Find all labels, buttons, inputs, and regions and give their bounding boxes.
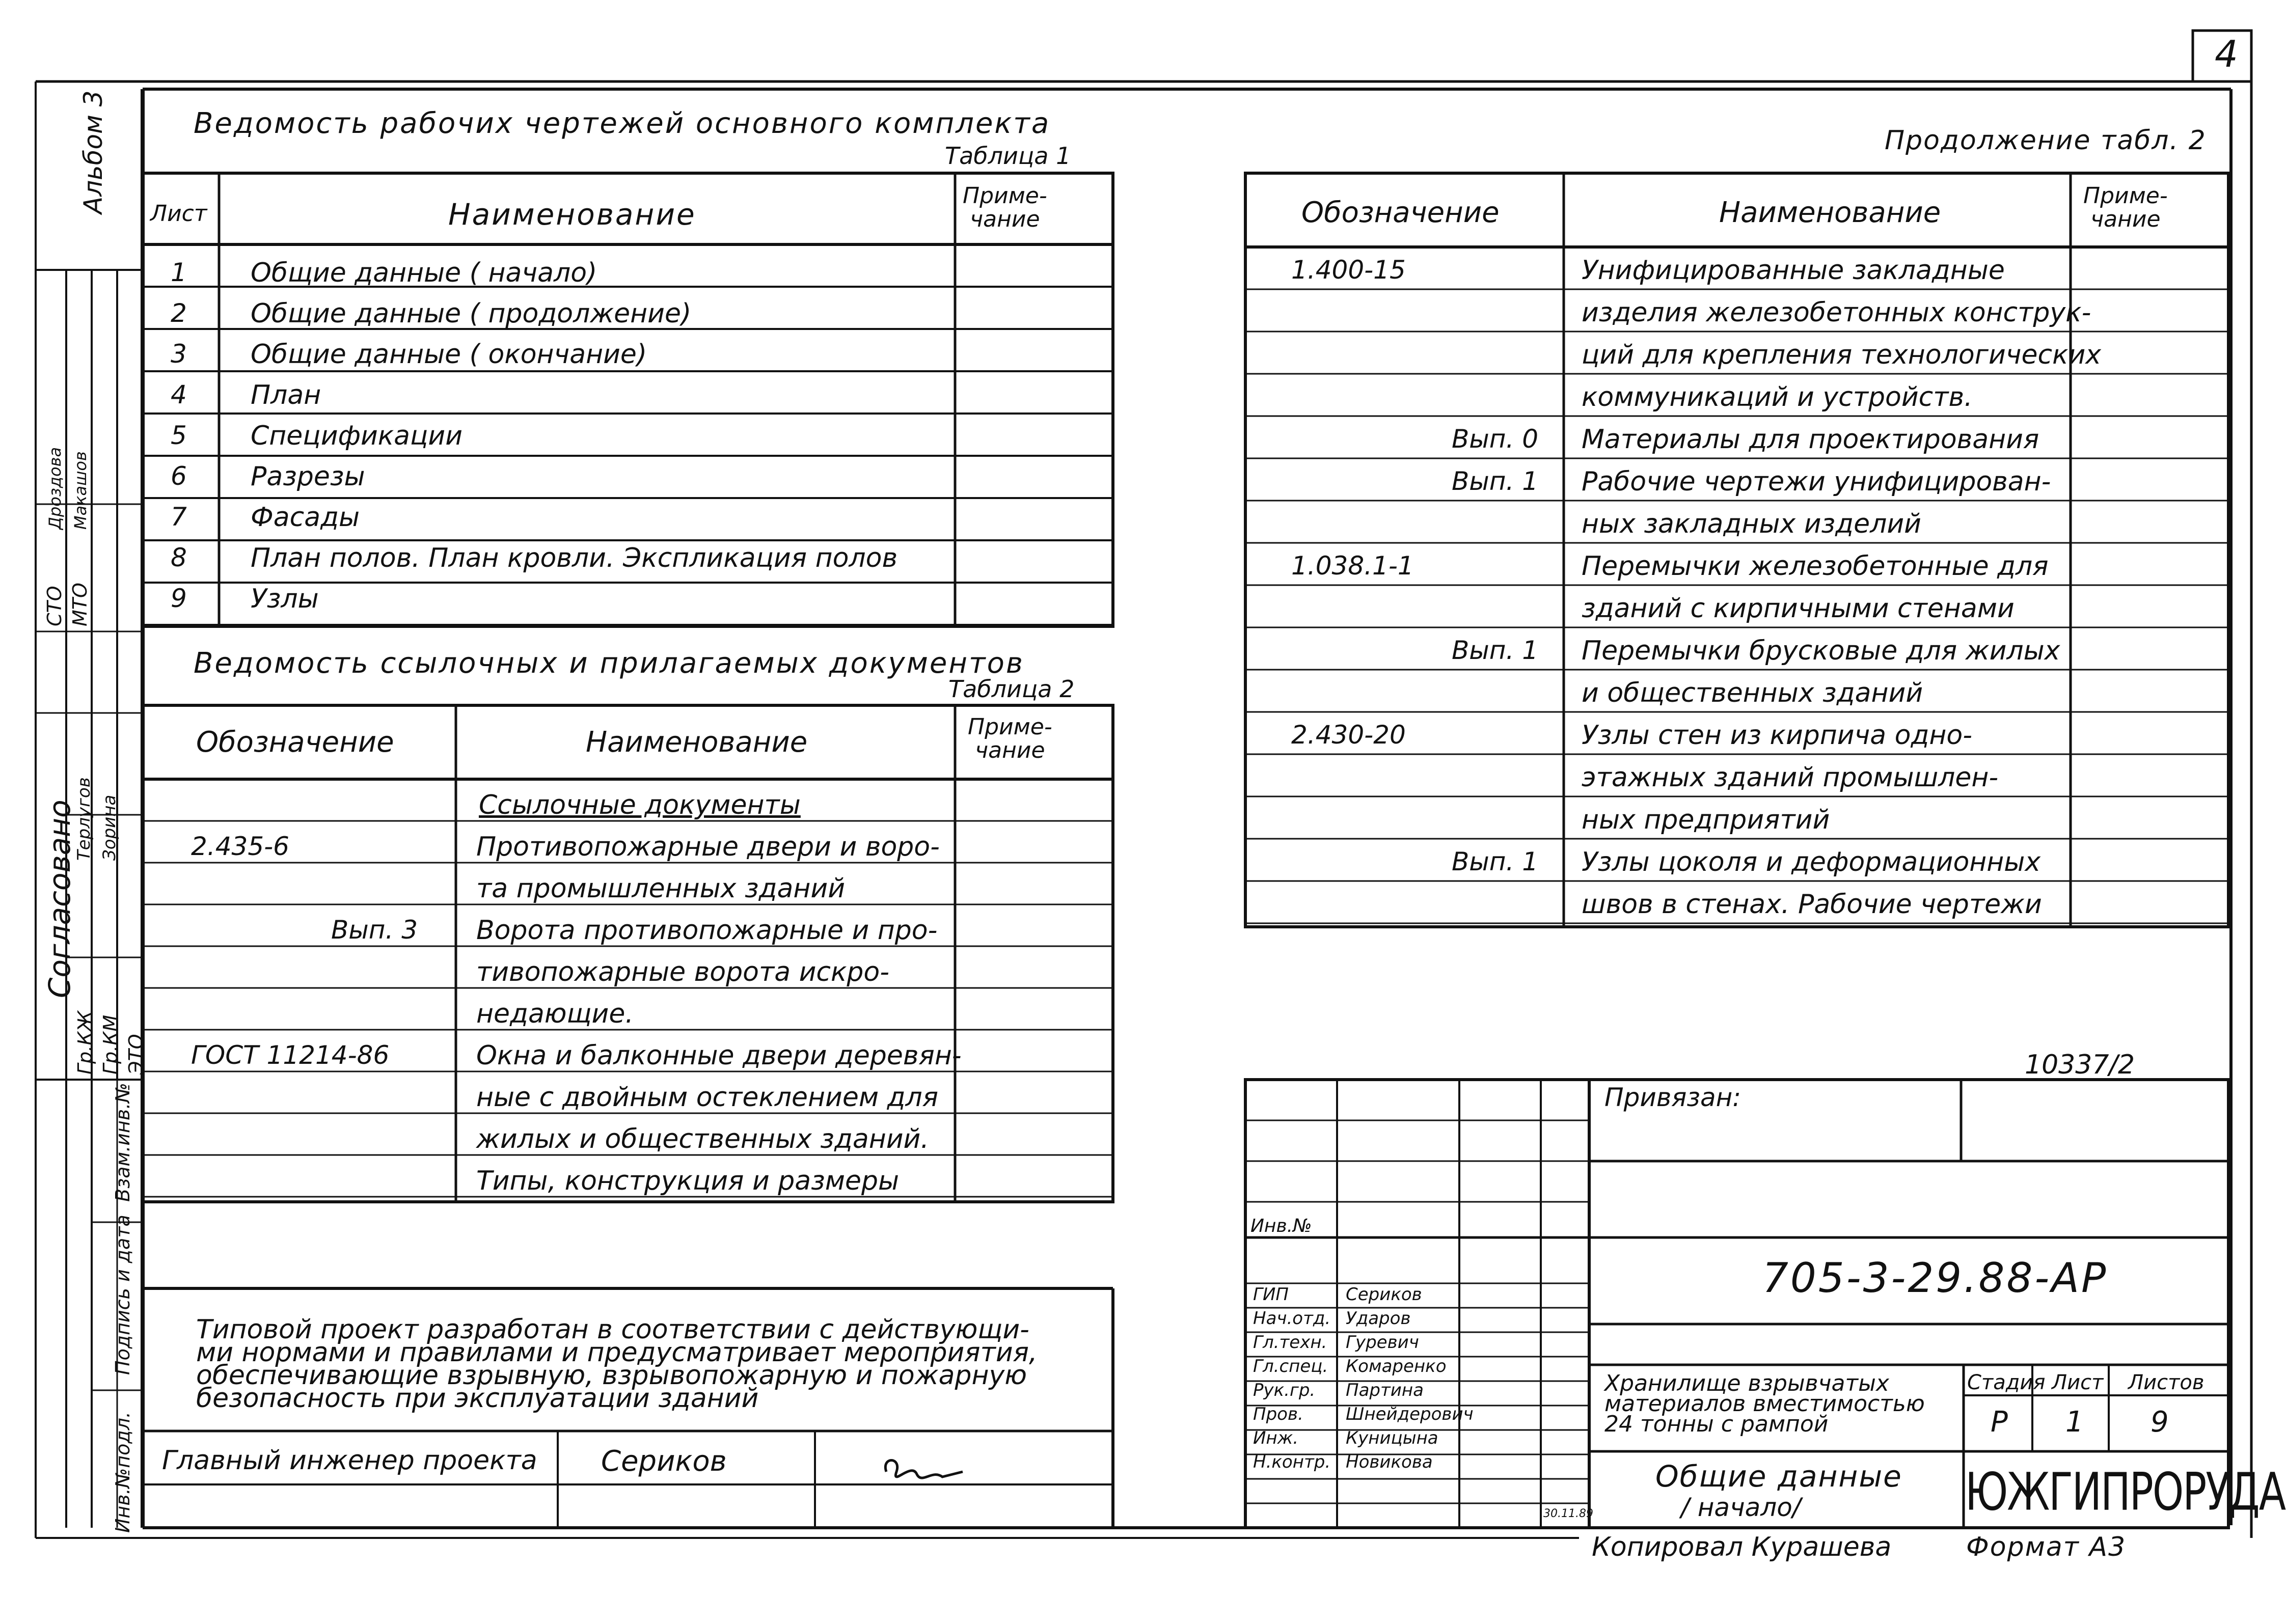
table2-label: Таблица 2 xyxy=(948,675,1075,703)
role-mto: МТО xyxy=(69,583,91,626)
page-number: 4 xyxy=(2215,33,2238,75)
table2-row-name: Окна и балконные двери деревян- xyxy=(476,1040,962,1071)
name-drozdova: Дроздова xyxy=(45,447,65,530)
table1-row-name: Фасады xyxy=(251,502,360,533)
table2-cont-label: Продолжение табл. 2 xyxy=(1885,125,2207,156)
title-role: ГИП xyxy=(1253,1284,1289,1305)
note-line-2: ми нормами и правилами и предусматривает мероприятия, xyxy=(196,1337,1038,1368)
inv-label: Инв.№ xyxy=(1250,1216,1312,1236)
table2-cont-row-name: ных закладных изделий xyxy=(1582,509,1921,539)
table2-header-name: Наименование xyxy=(586,726,808,759)
table1-row-sheet: 5 xyxy=(171,421,187,450)
table2-header-code: Обозначение xyxy=(196,726,394,759)
table2-row-name: недающие. xyxy=(476,999,634,1029)
table1-row-sheet: 9 xyxy=(171,584,187,613)
table2-cont-row-code: 2.430-20 xyxy=(1291,720,1406,750)
title-name: Ударов xyxy=(1346,1308,1411,1329)
title-role: Н.контр. xyxy=(1253,1452,1331,1472)
object-name-1: Хранилище взрывчатых xyxy=(1604,1370,1889,1396)
table2-cont-row-name: и общественных зданий xyxy=(1582,678,1923,708)
sheets-label: Листов xyxy=(2128,1371,2205,1394)
table2-cont-row-code: Вып. 1 xyxy=(1452,466,1539,496)
title-role: Нач.отд. xyxy=(1253,1308,1331,1329)
inv-replace-field: Взам.инв.№ xyxy=(112,1083,134,1202)
table2-row-name: тивопожарные ворота искро- xyxy=(476,957,890,987)
chief-engineer-name: Сериков xyxy=(601,1445,727,1478)
table2-cont-row-name: Узлы цоколя и деформационных xyxy=(1582,847,2041,877)
table2-row-name: жилых и общественных зданий. xyxy=(476,1124,929,1154)
role-eto: ЭТО xyxy=(125,1034,147,1075)
table1-row-name: Спецификации xyxy=(251,421,462,451)
table2-cont-header-name: Наименование xyxy=(1719,196,1941,229)
table1-row-name: Общие данные ( начало) xyxy=(251,258,597,288)
table1-row-name: План xyxy=(251,380,321,410)
stage-value: Р xyxy=(1991,1406,2008,1439)
title-role: Рук.гр. xyxy=(1253,1380,1316,1400)
table1-row-sheet: 6 xyxy=(171,461,187,491)
table2-cont-row-name: Узлы стен из кирпича одно- xyxy=(1582,720,1972,751)
table2-cont-header-code: Обозначение xyxy=(1301,196,1500,229)
table2-cont-row-name: зданий с кирпичными стенами xyxy=(1582,593,2015,624)
object-name-3: 24 тонны с рампой xyxy=(1604,1411,1829,1437)
title-role: Гл.спец. xyxy=(1253,1356,1328,1377)
note-line-1: Типовой проект разработан в соответствии с действующи- xyxy=(196,1314,1029,1345)
table2-row-name: Типы, конструкция и размеры xyxy=(476,1166,900,1196)
bound-label: Привязан: xyxy=(1604,1083,1741,1112)
table2-cont-row-code: 1.400-15 xyxy=(1291,255,1406,285)
table1-row-name: Общие данные ( окончание) xyxy=(251,339,647,370)
inv-original-field: Инв.№подл. xyxy=(112,1411,134,1533)
table2-cont-row-code: Вып. 0 xyxy=(1452,424,1539,454)
table2-cont-row-code: Вып. 1 xyxy=(1452,847,1539,876)
table1-row-sheet: 1 xyxy=(171,258,187,287)
table2-cont-header-note: Приме- чание xyxy=(2083,183,2168,233)
title-name: Комаренко xyxy=(1346,1356,1447,1377)
role-km: Гр.КМ xyxy=(99,1014,122,1075)
table2-cont-row-name: ций для крепления технологических xyxy=(1582,340,2102,370)
table2-row-name: Противопожарные двери и воро- xyxy=(476,832,940,862)
table1-header-sheet: Лист xyxy=(150,201,207,227)
title-role: Гл.техн. xyxy=(1253,1332,1327,1353)
table2-header-note: Приме- чание xyxy=(968,714,1052,764)
table2-row-code: 2.435-6 xyxy=(191,832,289,861)
name-makashov: Макашов xyxy=(71,451,90,530)
title-name: Шнейдерович xyxy=(1346,1404,1474,1424)
table2-cont-row-code: Вып. 1 xyxy=(1452,636,1539,665)
table2-cont-row-name: коммуникаций и устройств. xyxy=(1582,382,1973,412)
title-name: Куницына xyxy=(1346,1428,1438,1448)
table1-header-name: Наименование xyxy=(448,197,696,232)
table2-row-name: ные с двойным остеклением для xyxy=(476,1082,939,1113)
note-line-4: безопасность при эксплуатации зданий xyxy=(196,1383,759,1414)
sheets-value: 9 xyxy=(2151,1406,2169,1439)
table2-cont-row-name: изделия железобетонных конструк- xyxy=(1582,297,2091,328)
table1-row-name: Общие данные ( продолжение) xyxy=(251,298,692,329)
role-sto: СТО xyxy=(43,586,66,626)
table1-row-name: План полов. План кровли. Экспликация полов xyxy=(251,543,898,573)
stage-label: Стадия xyxy=(1967,1371,2046,1394)
table2-cont-row-name: швов в стенах. Рабочие чертежи xyxy=(1582,889,2042,920)
object-name-2: материалов вместимостью xyxy=(1604,1391,1925,1417)
table2-cont-row-name: Перемычки брусковые для жилых xyxy=(1582,636,2060,666)
table1-row-sheet: 2 xyxy=(171,298,187,328)
table2-row-name: Ворота противопожарные и про- xyxy=(476,915,938,946)
name-terlugov: Терлугов xyxy=(74,777,94,861)
role-kzh: Гр.КЖ xyxy=(74,1010,96,1075)
table1-row-sheet: 4 xyxy=(171,380,187,409)
approved-label: Согласовано xyxy=(42,800,77,998)
table2-cont-row-name: Материалы для проектирования xyxy=(1582,424,2039,455)
title-name: Партина xyxy=(1346,1380,1424,1400)
table2-cont-row-code: 1.038.1-1 xyxy=(1291,551,1414,581)
doc-title-2: / начало/ xyxy=(1681,1493,1801,1522)
table2-title: Ведомость ссылочных и прилагаемых документов xyxy=(194,647,1024,680)
signature-date-field: Подпись и дата xyxy=(112,1215,134,1375)
table2-row-name: Ссылочные документы xyxy=(479,790,801,820)
table1-row-name: Разрезы xyxy=(251,461,365,492)
table2-cont-row-name: Рабочие чертежи унифицирован- xyxy=(1582,466,2051,497)
album-label: Альбом 3 xyxy=(78,90,108,214)
copied-by: Копировал Курашева xyxy=(1592,1532,1892,1562)
table1-title: Ведомость рабочих чертежей основного комплекта xyxy=(194,107,1051,140)
table2-row-code: ГОСТ 11214-86 xyxy=(191,1040,390,1070)
note-line-3: обеспечивающие взрывную, взрывопожарную и пожарную xyxy=(196,1360,1027,1391)
chief-engineer-label: Главный инженер проекта xyxy=(162,1445,537,1476)
table1-row-sheet: 7 xyxy=(171,502,187,532)
title-name: Новикова xyxy=(1346,1452,1433,1472)
check-date: 30.11.89 xyxy=(1543,1507,1593,1520)
table2-cont-row-name: ных предприятий xyxy=(1582,805,1830,835)
title-name: Гуревич xyxy=(1346,1332,1419,1353)
format-label: Формат А3 xyxy=(1966,1532,2127,1562)
sheet-label: Лист xyxy=(2052,1371,2104,1394)
organization-logo: ЮЖГИПРОРУДА xyxy=(1965,1463,2285,1523)
doc-title-1: Общие данные xyxy=(1655,1459,1902,1494)
sheet-ref: 10337/2 xyxy=(2025,1050,2135,1080)
table1-row-name: Узлы xyxy=(251,584,319,614)
name-zorina: Зорина xyxy=(99,794,120,861)
table2-cont-row-name: Унифицированные закладные xyxy=(1582,255,2005,286)
table2-cont-row-name: этажных зданий промышлен- xyxy=(1582,762,1999,793)
table2-cont-row-name: Перемычки железобетонные для xyxy=(1582,551,2049,582)
table1-row-sheet: 3 xyxy=(171,339,187,369)
project-code: 705-3-29.88-АР xyxy=(1762,1254,2108,1302)
chief-signature xyxy=(876,1451,968,1492)
table1-row-sheet: 8 xyxy=(171,543,187,572)
table2-row-name: та промышленных зданий xyxy=(476,873,846,904)
title-name: Сериков xyxy=(1346,1284,1422,1305)
table2-row-code: Вып. 3 xyxy=(331,915,418,945)
sheet-value: 1 xyxy=(2065,1406,2084,1439)
title-role: Пров. xyxy=(1253,1404,1303,1424)
title-role: Инж. xyxy=(1253,1428,1299,1448)
table1-label: Таблица 1 xyxy=(945,142,1071,170)
table1-header-note: Приме- чание xyxy=(963,183,1047,233)
